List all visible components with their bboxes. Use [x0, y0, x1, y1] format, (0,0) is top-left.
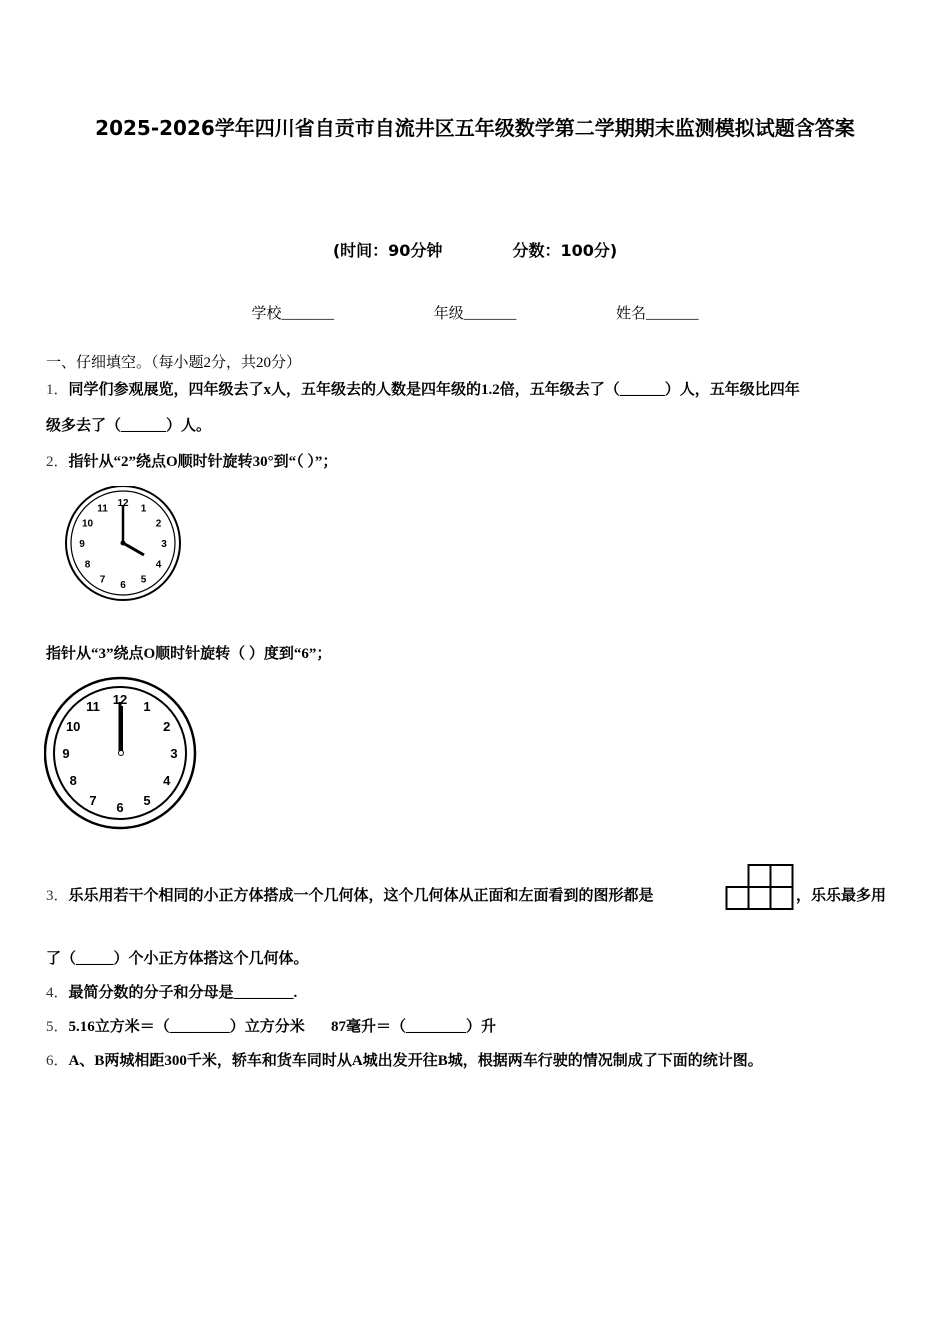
question-number: 5．	[46, 1019, 69, 1035]
square-top-middle	[749, 865, 771, 887]
clock-numeral: 1	[140, 503, 147, 515]
clock-numeral: 5	[143, 792, 151, 808]
clock-numeral: 4	[155, 559, 162, 571]
clock-hour-hand	[123, 543, 144, 555]
question-3	[46, 884, 654, 905]
exam-info	[0, 238, 950, 261]
name-field: 姓名_______	[616, 306, 699, 322]
exam-time: (时间：90分钟	[332, 241, 443, 260]
question-1-continued: 级多去了（______）人。	[46, 418, 212, 434]
clock-numeral: 3	[170, 746, 178, 761]
clock-figure-2	[44, 676, 200, 832]
clock-numeral: 1	[143, 699, 151, 715]
question-4-text: 最简分数的分子和分母是________.	[68, 985, 298, 1001]
clock-numeral: 3	[161, 539, 167, 550]
exam-score: 分数：100分)	[512, 241, 618, 260]
clock-numeral: 4	[163, 773, 171, 788]
clock-numeral: 2	[155, 518, 162, 530]
square-top-right	[771, 865, 793, 887]
clock-numeral: 6	[116, 800, 124, 815]
grade-field: 年级_______	[433, 306, 517, 322]
clock-figure-1	[60, 486, 190, 602]
question-1	[46, 378, 800, 399]
clock-numeral: 12	[117, 498, 129, 509]
square-bottom-right	[771, 887, 793, 909]
clock-numeral: 8	[84, 559, 91, 571]
clock-numeral: 6	[120, 580, 126, 591]
square-bottom-left	[727, 887, 749, 909]
clock-numeral: 11	[86, 699, 100, 715]
cube-view-figure	[725, 864, 795, 912]
question-6-text: A、B两城相距300千米，轿车和货车同时从A城出发开往B城，根据两车行驶的情况制成了下面的统计图。	[68, 1053, 763, 1069]
square-bottom-middle	[749, 887, 771, 909]
clock-center	[119, 751, 124, 756]
clock-numeral: 11	[97, 503, 108, 515]
question-number: 4．	[46, 985, 69, 1001]
section-heading: 一、仔细填空。（每小题2分，共20分）	[46, 355, 302, 371]
question-4	[46, 981, 297, 1002]
question-number: 1．	[46, 382, 69, 398]
question-3-text-end: ，乐乐最多用	[796, 888, 887, 904]
question-5	[46, 1015, 496, 1036]
clock-numeral: 10	[65, 719, 81, 734]
student-fields	[0, 302, 950, 323]
document-title: 2025-2026学年四川省自贡市自流井区五年级数学第二学期期末监测模拟试题含答案	[95, 116, 855, 140]
clock-center	[121, 541, 126, 546]
question-2	[46, 450, 337, 471]
school-field: 学校_______	[251, 306, 334, 322]
clock-numeral: 5	[140, 574, 147, 586]
clock-numeral: 12	[112, 692, 128, 707]
clock-numeral: 7	[99, 574, 106, 586]
question-2-text: 指针从“2”绕点O顺时针旋转30°到“（ ）”；	[68, 454, 338, 470]
clock-numeral: 10	[81, 518, 94, 530]
clock-numeral: 9	[62, 746, 70, 761]
clock-numeral: 7	[89, 792, 97, 808]
question-6	[46, 1049, 763, 1070]
question-3-continued: 了（_____）个小正方体搭这个几何体。	[46, 951, 309, 967]
question-2-part-b: 指针从“3”绕点O顺时针旋转（ ）度到“6”；	[46, 646, 332, 662]
question-number: 3．	[46, 888, 69, 904]
clock-numeral: 8	[69, 773, 77, 788]
clock-numeral: 9	[79, 539, 85, 550]
question-3-text: 乐乐用若干个相同的小正方体搭成一个几何体，这个几何体从正面和左面看到的图形都是	[68, 888, 654, 904]
clock-numeral: 2	[163, 719, 171, 734]
question-5-text: 5.16立方米＝（________）立方分米 87毫升＝（________）升	[68, 1019, 497, 1035]
question-1-text: 同学们参观展览，四年级去了x人，五年级去的人数是四年级的1.2倍，五年级去了（______）人，五年级比四年	[68, 382, 800, 398]
question-number: 2．	[46, 454, 69, 470]
question-number: 6．	[46, 1053, 69, 1069]
